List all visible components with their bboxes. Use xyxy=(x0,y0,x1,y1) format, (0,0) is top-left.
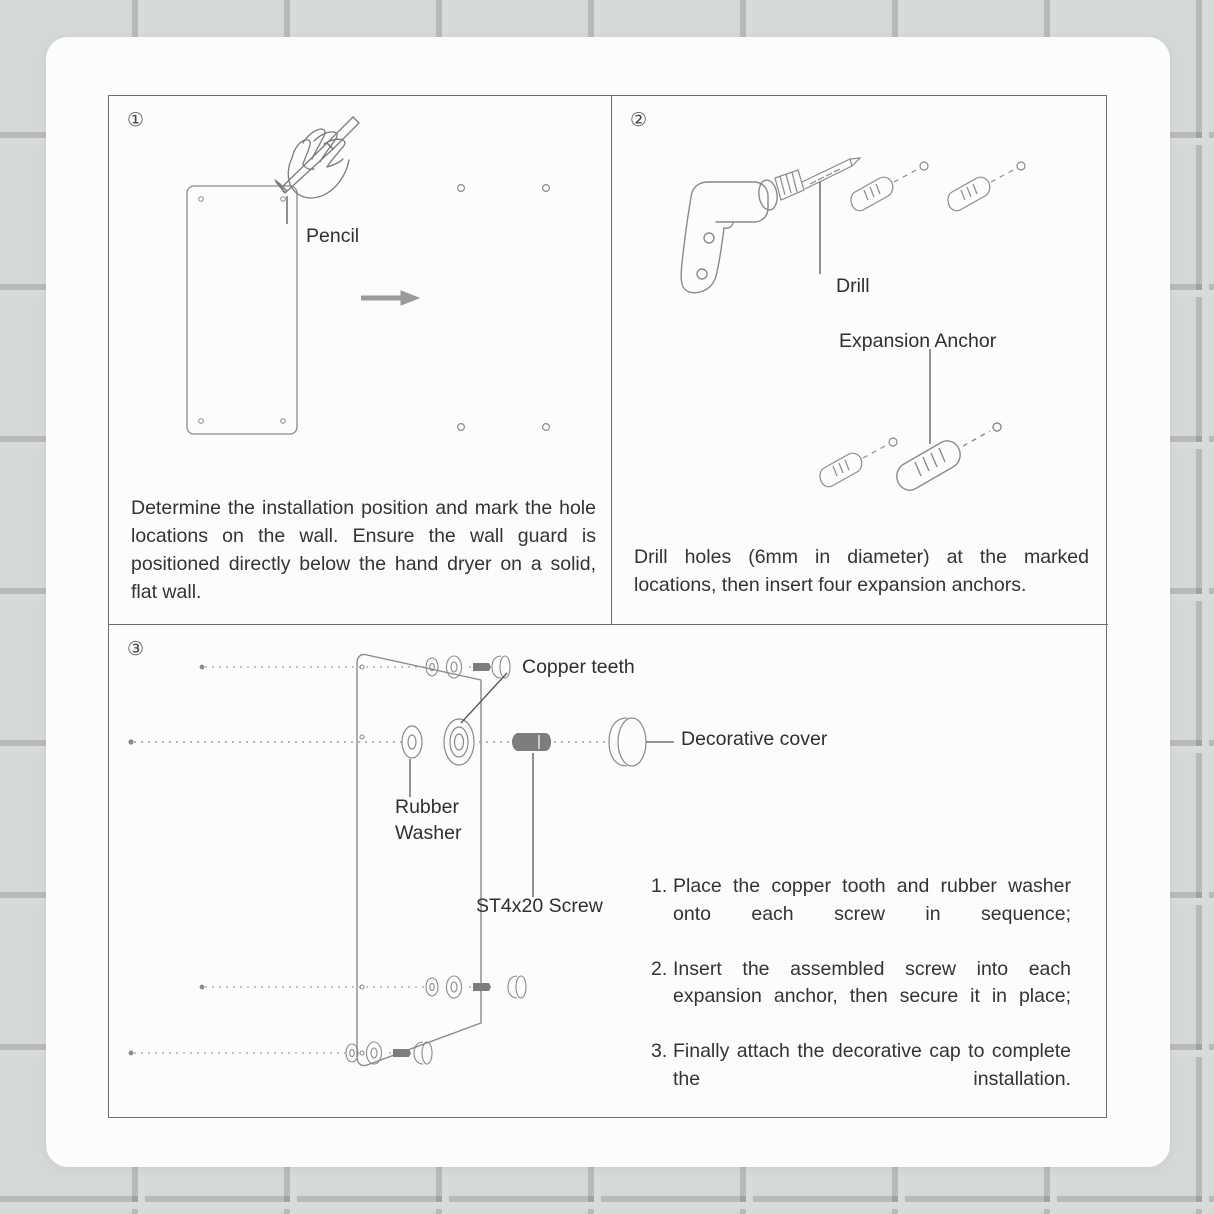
label-copper-teeth: Copper teeth xyxy=(522,656,635,678)
diagram-frame xyxy=(108,95,1107,1118)
list-item-number: 1. xyxy=(651,875,668,897)
label-pencil: Pencil xyxy=(306,225,360,247)
panel-step-1 xyxy=(109,96,612,625)
list-item xyxy=(651,1038,1071,1121)
list-item-number: 2. xyxy=(651,957,668,980)
label-drill: Drill xyxy=(836,275,870,297)
step-2-marker: ② xyxy=(630,109,648,131)
label-decorative-cover: Decorative cover xyxy=(681,728,828,750)
label-screw: ST4x20 Screw xyxy=(476,895,603,917)
panel-2-caption: Drill holes (6mm in diameter) at the marked locations, then insert four expansion anchors. xyxy=(634,546,1089,596)
label-expansion-anchor: Expansion Anchor xyxy=(839,330,997,352)
label-rubber-washer-line-1: Rubber xyxy=(395,796,459,818)
panel-2-illustration xyxy=(612,96,1108,516)
list-item-number: 3. xyxy=(651,1040,668,1062)
list-item xyxy=(651,873,1071,956)
panel-1-caption: Determine the installation position and mark the hole locations on the wall. Ensure the wall guard is positioned directly below the hand dryer on a solid, flat wall. xyxy=(131,497,596,603)
panel-1-illustration xyxy=(109,96,612,516)
panel-3-step-list xyxy=(651,873,1071,1121)
list-item-text: Place the copper tooth and rubber washer onto each screw in sequence; xyxy=(673,875,1071,925)
panel-step-2 xyxy=(612,96,1108,625)
panel-step-3 xyxy=(109,625,1108,1119)
step-3-marker: ③ xyxy=(127,638,145,660)
list-item-text: Finally attach the decorative cap to complete the installation. xyxy=(673,1040,1071,1090)
step-1-marker: ① xyxy=(127,109,145,131)
label-rubber-washer-line-2: Washer xyxy=(395,822,462,844)
list-item xyxy=(651,956,1071,1039)
list-item-text: Insert the assembled screw into each expansion anchor, then secure it in place; xyxy=(673,957,1071,1007)
